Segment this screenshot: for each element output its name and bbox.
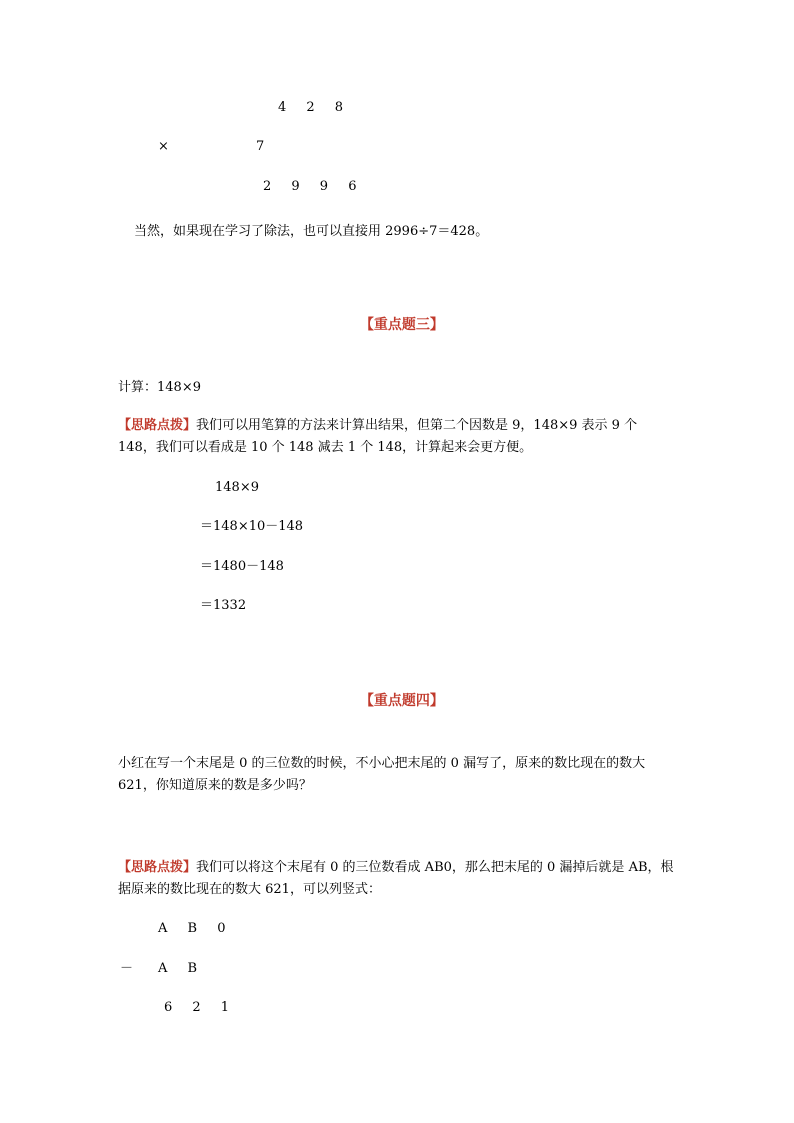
hint-paragraph-3	[118, 415, 678, 459]
step-3: ＝1480－148	[200, 559, 284, 574]
hint-paragraph-4	[118, 857, 678, 901]
step-4: ＝1332	[200, 598, 247, 613]
hint-text-3: 我们可以用笔算的方法来计算出结果，但第二个因数是 9，148×9 表示 9 个 148，我们可以看成是 10 个 148 减去 1 个 148，计算起来会更方便。	[118, 418, 638, 455]
multiply-operator: ×	[158, 139, 169, 154]
division-note: 当然，如果现在学习了除法，也可以直接用 2996÷7＝428。	[134, 224, 489, 239]
hint-label-3: 【思路点拨】	[118, 418, 197, 433]
vertical-second: A B	[158, 961, 206, 976]
section-title-3-text: 【重点题三】	[359, 317, 444, 333]
multiplier-text: 7	[256, 139, 265, 154]
minus-operator: －	[120, 961, 134, 976]
step-1: 148×9	[215, 480, 259, 495]
question-3: 计算：148×9	[118, 380, 201, 395]
section-title-3	[0, 301, 794, 333]
question-4: 小红在写一个末尾是 0 的三位数的时候，不小心把末尾的 0 漏写了，原来的数比现在的数大 621，你知道原来的数是多少吗？	[118, 756, 646, 793]
hint-label-4: 【思路点拨】	[118, 860, 197, 875]
step-2: ＝148×10－148	[200, 519, 304, 534]
section-title-4-text: 【重点题四】	[359, 693, 444, 709]
vertical-result: 6 2 1	[164, 1000, 238, 1015]
hint-text-4: 我们可以将这个末尾有 0 的三位数看成 AB0，那么把末尾的 0 漏掉后就是 AB，根据原来的数比现在的数大 621，可以列竖式：	[118, 860, 674, 897]
vertical-top: A B 0	[158, 921, 234, 936]
product-text: 2 9 9 6	[263, 179, 365, 194]
section-title-4	[0, 677, 794, 709]
multiplicand-text: 4 2 8	[278, 100, 352, 115]
